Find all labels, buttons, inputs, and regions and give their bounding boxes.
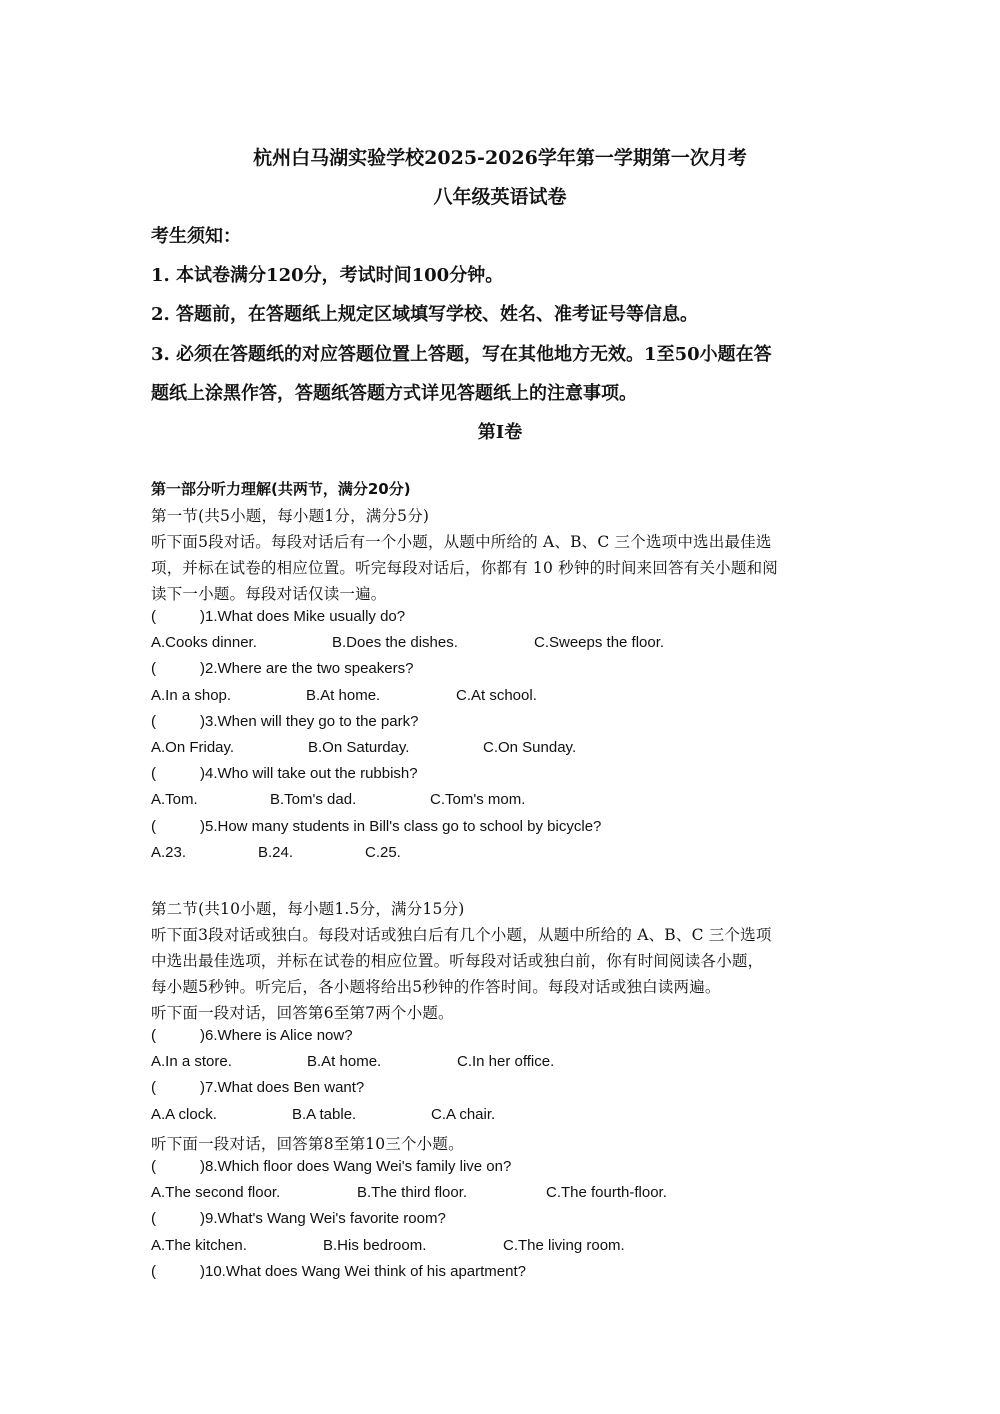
question-8-option-a: A.The second floor.	[151, 1184, 281, 1201]
question-1-option-c: C.Sweeps the floor.	[534, 634, 665, 651]
question-5-text: )5.How many students in Bill's class go to school by bicycle?	[200, 818, 602, 835]
question-5	[151, 818, 601, 835]
question-2	[151, 660, 413, 677]
section1-instruction-line1: 听下面5段对话。每段对话后有一个小题，从题中所给的 A、B、C 三个选项中选出最佳选	[151, 533, 772, 551]
question-3-text: )3.When will they go to the park?	[200, 713, 419, 730]
answer-blank-open: (	[151, 1263, 156, 1280]
question-6-option-a: A.In a store.	[151, 1053, 232, 1070]
question-6-text: )6.Where is Alice now?	[200, 1027, 353, 1044]
question-4-text: )4.Who will take out the rubbish?	[200, 765, 418, 782]
question-10	[151, 1263, 526, 1280]
question-3-option-c: C.On Sunday.	[483, 739, 577, 756]
question-4	[151, 765, 418, 782]
question-3-option-b: B.On Saturday.	[308, 739, 410, 756]
answer-blank-open: (	[151, 765, 156, 782]
answer-blank-open: (	[151, 713, 156, 730]
section1-heading: 第一节(共5小题，每小题1分，满分5分)	[151, 507, 430, 525]
notice-heading: 考生须知：	[151, 226, 241, 247]
question-6-option-c: C.In her office.	[457, 1053, 555, 1070]
exam-subtitle: 八年级英语试卷	[433, 186, 567, 208]
notice-item-3-line1: 3. 必须在答题纸的对应答题位置上答题，写在其他地方无效。1至50小题在答	[151, 344, 772, 365]
question-8-option-c: C.The fourth-floor.	[546, 1184, 667, 1201]
question-2-option-a: A.In a shop.	[151, 687, 232, 704]
notice-item-1: 1. 本试卷满分120分，考试时间100分钟。	[151, 265, 504, 286]
question-3	[151, 713, 418, 730]
answer-blank-open: (	[151, 608, 156, 625]
section2-heading: 第二节(共10小题，每小题1.5分，满分15分)	[151, 900, 465, 918]
question-7-option-a: A.A clock.	[151, 1106, 217, 1123]
dialog1-intro: 听下面一段对话，回答第6至第7两个小题。	[151, 1004, 454, 1022]
question-1-option-b: B.Does the dishes.	[332, 634, 458, 651]
answer-blank-open: (	[151, 1027, 156, 1044]
answer-blank-open: (	[151, 660, 156, 677]
question-4-option-b: B.Tom's dad.	[270, 791, 357, 808]
notice-item-3-line2: 题纸上涂黑作答，答题纸答题方式详见答题纸上的注意事项。	[151, 383, 637, 404]
question-2-text: )2.Where are the two speakers?	[200, 660, 414, 677]
question-4-option-c: C.Tom's mom.	[430, 791, 526, 808]
question-1-option-a: A.Cooks dinner.	[151, 634, 257, 651]
section2-instruction-line3: 每小题5秒钟。听完后，各小题将给出5秒钟的作答时间。每段对话或独白读两遍。	[151, 978, 721, 996]
question-5-option-b: B.24.	[258, 844, 294, 861]
question-10-text: )10.What does Wang Wei think of his apartment?	[200, 1263, 526, 1280]
question-7	[151, 1079, 364, 1096]
question-8-text: )8.Which floor does Wang Wei's family live on?	[200, 1158, 512, 1175]
question-7-option-c: C.A chair.	[431, 1106, 496, 1123]
question-2-option-c: C.At school.	[456, 687, 537, 704]
question-8	[151, 1158, 511, 1175]
answer-blank-open: (	[151, 1158, 156, 1175]
question-1	[151, 608, 405, 625]
exam-title: 杭州白马湖实验学校2025-2026学年第一学期第一次月考	[253, 147, 747, 169]
question-9	[151, 1210, 446, 1227]
question-9-option-a: A.The kitchen.	[151, 1237, 247, 1254]
question-9-option-b: B.His bedroom.	[323, 1237, 427, 1254]
question-5-option-c: C.25.	[365, 844, 401, 861]
section1-instruction-line2: 项，并标在试卷的相应位置。听完每段对话后，你都有 10 秒钟的时间来回答有关小题和阅	[151, 559, 778, 577]
question-9-option-c: C.The living room.	[503, 1237, 625, 1254]
question-5-option-a: A.23.	[151, 844, 187, 861]
answer-blank-open: (	[151, 1210, 156, 1227]
section2-instruction-line2: 中选出最佳选项，并标在试卷的相应位置。听每段对话或独白前，你有时间阅读各小题，	[151, 952, 764, 970]
notice-item-2: 2. 答题前，在答题纸上规定区域填写学校、姓名、准考证号等信息。	[151, 304, 699, 325]
section2-instruction-line1: 听下面3段对话或独白。每段对话或独白后有几个小题，从题中所给的 A、B、C 三个选项	[151, 926, 772, 944]
question-2-option-b: B.At home.	[306, 687, 381, 704]
question-7-option-b: B.A table.	[292, 1106, 357, 1123]
answer-blank-open: (	[151, 818, 156, 835]
dialog2-intro: 听下面一段对话，回答第8至第10三个小题。	[151, 1135, 464, 1153]
part1-heading: 第一部分听力理解(共两节，满分20分)	[151, 480, 411, 498]
question-8-option-b: B.The third floor.	[357, 1184, 468, 1201]
question-6	[151, 1027, 353, 1044]
answer-blank-open: (	[151, 1079, 156, 1096]
question-4-option-a: A.Tom.	[151, 791, 198, 808]
question-9-text: )9.What's Wang Wei's favorite room?	[200, 1210, 446, 1227]
question-1-text: )1.What does Mike usually do?	[200, 608, 406, 625]
section1-instruction-line3: 读下一小题。每段对话仅读一遍。	[151, 585, 387, 603]
volume-heading: 第I卷	[477, 422, 523, 443]
question-7-text: )7.What does Ben want?	[200, 1079, 365, 1096]
question-3-option-a: A.On Friday.	[151, 739, 235, 756]
question-6-option-b: B.At home.	[307, 1053, 382, 1070]
